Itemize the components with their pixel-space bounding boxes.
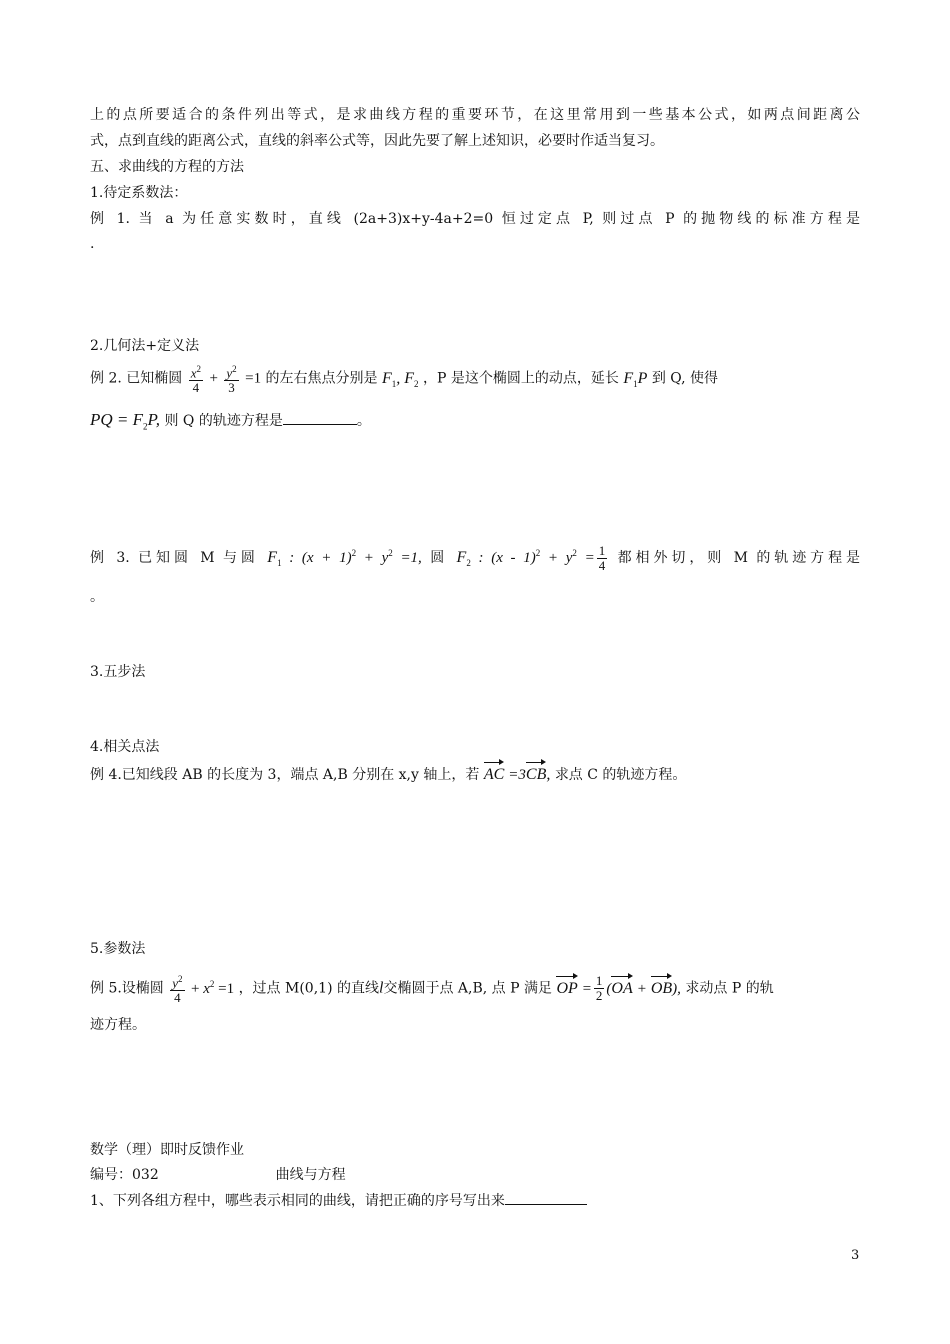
text: 的左右焦点分别是 bbox=[265, 370, 378, 387]
text: ，过点 M(0,1) 的直线 bbox=[238, 980, 379, 997]
text: 到 Q, 使得 bbox=[651, 370, 718, 387]
math-circle-f1: $F_1$ : $(x + 1)^2 + y^2 =1$, bbox=[267, 548, 422, 569]
math-circle-f2: $F_2$ : $(x - 1)^2 + y^2$ = bbox=[456, 548, 595, 569]
homework-number bbox=[90, 1165, 346, 1185]
text-line: 式，点到直线的距离公式，直线的斜率公式等，因此先要了解上述知识，必要时作适当复习。 bbox=[90, 133, 664, 149]
homework-question-1 bbox=[90, 1190, 587, 1211]
homework-title: 数学（理）即时反馈作业 bbox=[90, 1142, 244, 1158]
text: 例 2. 已知椭圆 bbox=[90, 370, 183, 387]
text: 例 4.已知线段 AB 的长度为 3，端点 A,B 分别在 x,y 轴上，若 bbox=[90, 767, 480, 783]
fraction-1-over-4: $\frac{1}{4}$ bbox=[598, 542, 606, 573]
section-heading: 五、求曲线的方程的方法 bbox=[90, 159, 244, 175]
text: 1、下列各组方程中，哪些表示相同的曲线，请把正确的序号写出来 bbox=[90, 1193, 505, 1209]
example-3-end: 。 bbox=[90, 589, 104, 605]
fraction-y2-over-4: $\frac{y^2}{4}$ bbox=[172, 974, 183, 1006]
example-3 bbox=[90, 543, 860, 573]
math-vector-op: OP = bbox=[556, 980, 591, 997]
answer-blank bbox=[283, 410, 357, 425]
text: 则 Q 的轨迹方程是 bbox=[164, 413, 283, 429]
example-5-line1 bbox=[90, 972, 860, 1005]
method-heading: 4.相关点法 bbox=[90, 739, 160, 755]
method-heading: 3.五步法 bbox=[90, 664, 146, 680]
text: 都相外切，则 M 的轨迹方程是 bbox=[617, 550, 861, 566]
text: 圆 bbox=[430, 550, 449, 566]
math-f1p: $F_1P$ bbox=[623, 369, 648, 389]
method-heading: 2.几何法+定义法 bbox=[90, 338, 200, 354]
page-number: 3 bbox=[851, 1248, 860, 1263]
text: 求点 C 的轨迹方程。 bbox=[554, 767, 687, 783]
text: 交椭圆于点 A,B, 点 P 满足 bbox=[383, 980, 552, 997]
math-vector-eq: AC =3CB, bbox=[484, 766, 551, 783]
text: 编号：032 bbox=[90, 1167, 159, 1183]
method-heading: 5.参数法 bbox=[90, 941, 146, 957]
fraction-1-over-2: $\frac{1}{2}$ bbox=[595, 973, 603, 1004]
example-1: 例 1. 当 a 为任意实数时，直线 (2a+3)x+y-4a+2=0 恒过定点 P, 则过点 P 的抛物线的标准方程是 bbox=[90, 211, 860, 227]
example-5-line2: 迹方程。 bbox=[90, 1017, 146, 1033]
text: 例 5.设椭圆 bbox=[90, 980, 164, 997]
fraction-x2-over-4: $\frac{x^2}{4}$ bbox=[190, 364, 201, 396]
example-1-end: . bbox=[90, 236, 95, 252]
math-plus-x2: + $x^2 =1$ bbox=[191, 978, 235, 997]
text: 求动点 P 的轨 bbox=[685, 980, 774, 997]
math-vector-sum: (OA + OB), bbox=[606, 980, 681, 997]
math-f1-f2: $F_1$, $F_2$ bbox=[381, 369, 419, 389]
text: 。 bbox=[356, 413, 371, 429]
answer-blank bbox=[505, 1190, 587, 1205]
math-l: l bbox=[379, 979, 384, 997]
example-2-line2 bbox=[90, 410, 371, 436]
plus-sign: + bbox=[209, 370, 218, 387]
math-pq-eq-f2p: PQ = $F_2P$, bbox=[90, 410, 160, 432]
text: 曲线与方程 bbox=[275, 1167, 346, 1183]
text: 例 3. 已知圆 M 与圆 bbox=[90, 550, 259, 566]
example-4 bbox=[90, 761, 686, 785]
text: ，P 是这个椭圆上的动点，延长 bbox=[423, 370, 619, 387]
example-2-line1 bbox=[90, 362, 860, 395]
text-line: 上的点所要适合的条件列出等式，是求曲线方程的重要环节，在这里常用到一些基本公式，如两点间距离公 bbox=[90, 107, 860, 123]
method-heading: 1.待定系数法： bbox=[90, 185, 188, 201]
equals-one: =1 bbox=[245, 370, 262, 387]
fraction-y2-over-3: $\frac{y^2}{3}$ bbox=[226, 364, 237, 396]
